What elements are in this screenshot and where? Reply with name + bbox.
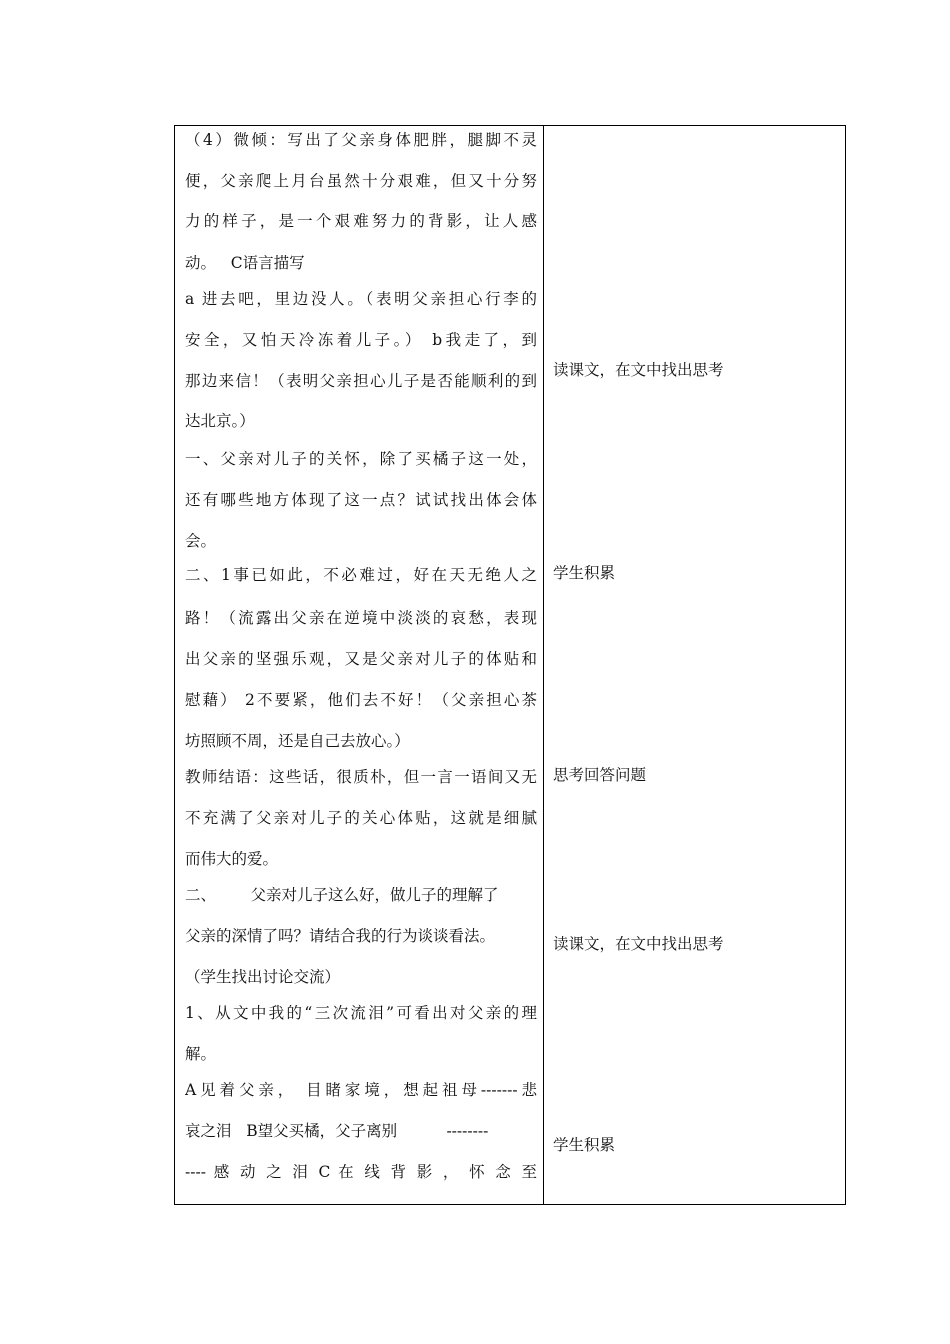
text-line: （4）微倾：写出了父亲身体肥胖，腿脚不灵 bbox=[185, 131, 537, 149]
activity-note: 学生积累 bbox=[553, 564, 616, 582]
activity-note: 思考回答问题 bbox=[553, 766, 647, 784]
text-line: 1、从文中我的“三次流泪”可看出对父亲的理 bbox=[185, 1004, 537, 1022]
text-line: 而伟大的爱。 bbox=[185, 850, 279, 868]
activity-note: 学生积累 bbox=[553, 1136, 616, 1154]
text-line: 达北京。） bbox=[185, 412, 255, 430]
text-line: 一、父亲对儿子的关怀，除了买橘子这一处， bbox=[185, 450, 537, 468]
lesson-table bbox=[174, 125, 846, 1205]
text-line: 坊照顾不周，还是自己去放心。） bbox=[185, 732, 410, 750]
text-line: a 进去吧，里边没人。（表明父亲担心行李的 bbox=[185, 290, 537, 308]
text-line: 力的样子，是一个艰难努力的背影，让人感 bbox=[185, 212, 537, 230]
text-line: ---- 感 动 之 泪 C 在 线 背 影 ， 怀 念 至 bbox=[185, 1163, 537, 1181]
text-line: 出父亲的坚强乐观，又是父亲对儿子的体贴和 bbox=[185, 650, 537, 668]
text-line: 哀之泪 B望父买橘，父子离别 -------- bbox=[185, 1122, 489, 1140]
text-line: 不充满了父亲对儿子的关心体贴，这就是细腻 bbox=[185, 809, 537, 827]
text-line: 路！（流露出父亲在逆境中淡淡的哀愁，表现 bbox=[185, 609, 537, 627]
text-line: 解。 bbox=[185, 1045, 217, 1063]
text-line: 二、 父亲对儿子这么好，做儿子的理解了 bbox=[185, 886, 499, 904]
text-line: 安全，又怕天冷冻着儿子。） b我走了，到 bbox=[185, 331, 537, 349]
text-line: 教师结语：这些话，很质朴，但一言一语间又无 bbox=[185, 768, 537, 786]
activity-note: 读课文，在文中找出思考 bbox=[553, 361, 724, 379]
activity-note: 读课文，在文中找出思考 bbox=[553, 935, 724, 953]
text-line: 还有哪些地方体现了这一点？试试找出体会体 bbox=[185, 491, 537, 509]
text-line: 慰藉） 2不要紧，他们去不好！（父亲担心茶 bbox=[185, 691, 537, 709]
text-line: 二、1事已如此，不必难过，好在天无绝人之 bbox=[185, 566, 537, 584]
text-line: 动。 C语言描写 bbox=[185, 254, 305, 272]
text-line: （学生找出讨论交流） bbox=[185, 968, 341, 986]
text-line: 那边来信！（表明父亲担心儿子是否能顺利的到 bbox=[185, 372, 537, 390]
text-line: 便，父亲爬上月台虽然十分艰难，但又十分努 bbox=[185, 172, 537, 190]
text-line: 会。 bbox=[185, 532, 217, 550]
column-divider bbox=[543, 126, 544, 1204]
text-line: A见着父亲， 目睹家境，想起祖母-------悲 bbox=[185, 1081, 537, 1099]
text-line: 父亲的深情了吗？请结合我的行为谈谈看法。 bbox=[185, 927, 496, 945]
